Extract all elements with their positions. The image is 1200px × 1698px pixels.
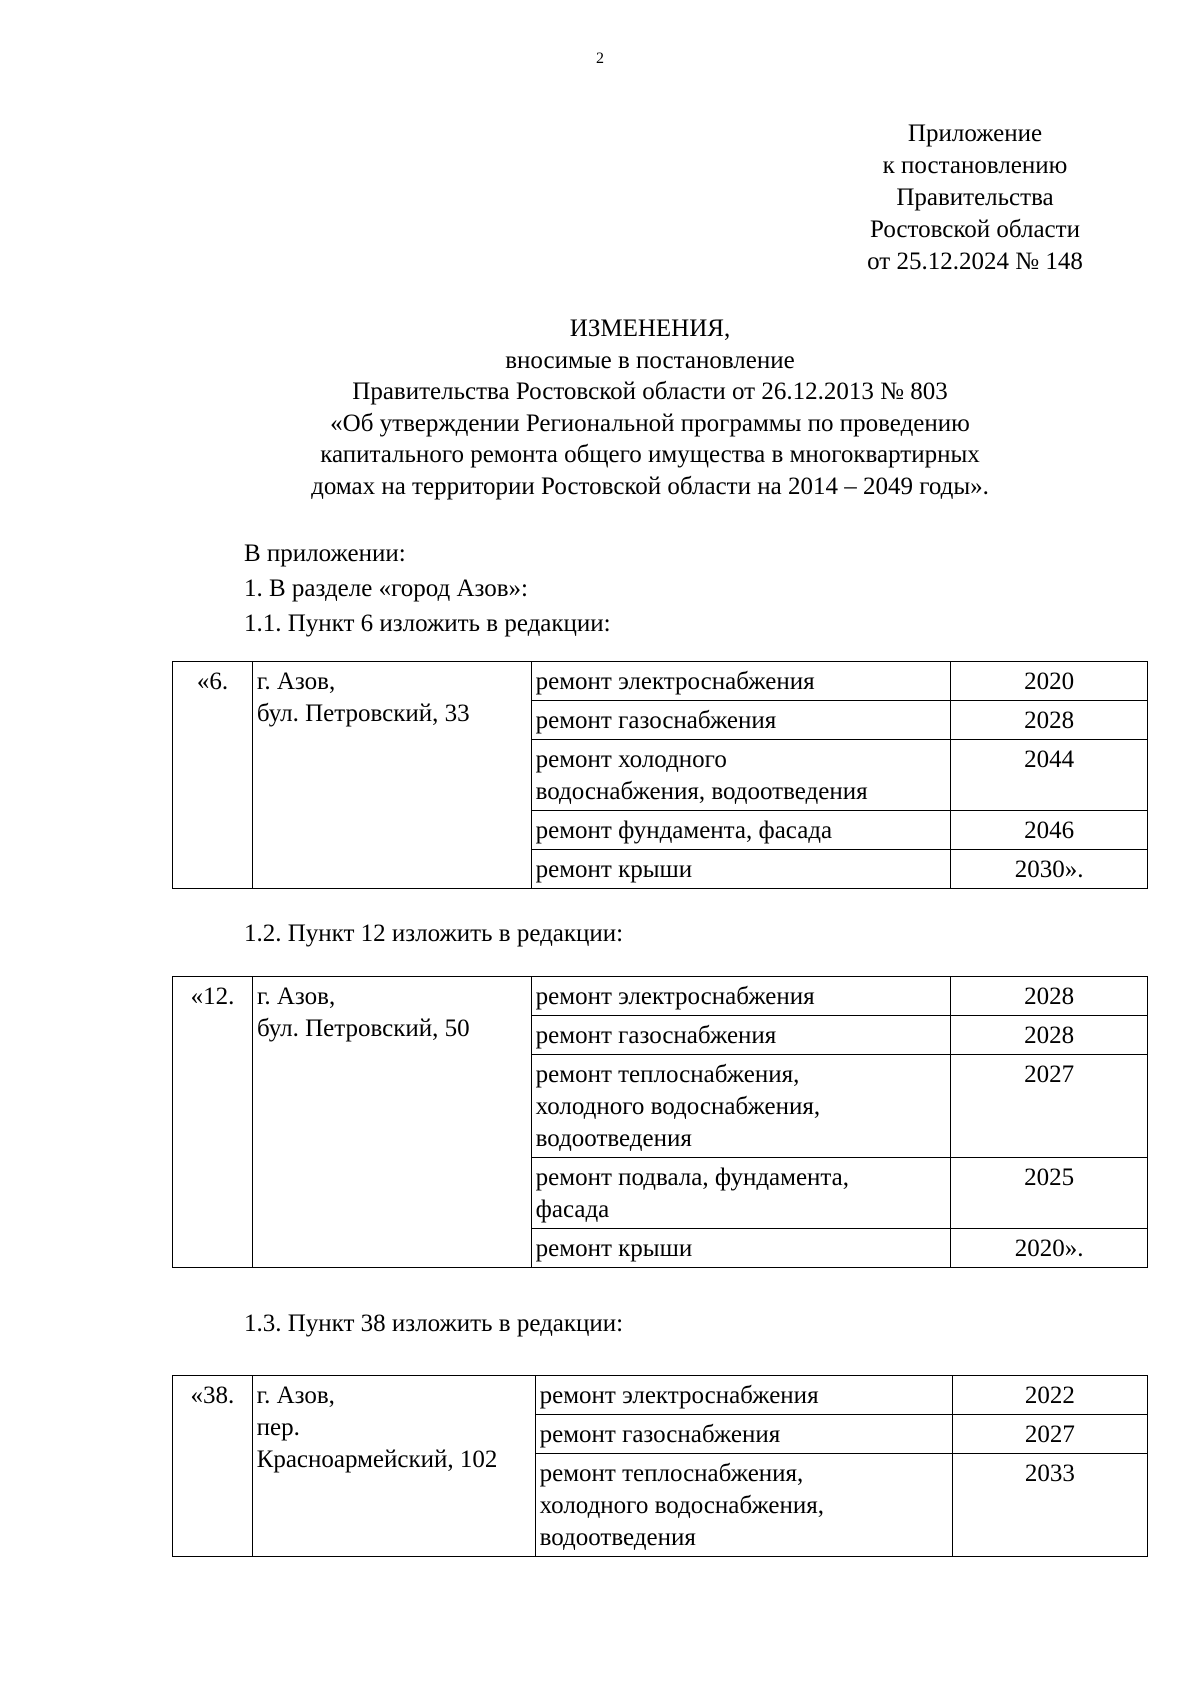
work-year: 2046 xyxy=(951,811,1148,850)
table-row xyxy=(173,1376,1148,1415)
address-line: бул. Петровский, 50 xyxy=(256,1015,470,1042)
page-number: 2 xyxy=(596,50,604,67)
work-year: 2033 xyxy=(952,1454,1147,1557)
table-row xyxy=(173,977,1148,1016)
appendix-line: Приложение xyxy=(907,120,1043,147)
item-address xyxy=(252,662,531,889)
table-item-38 xyxy=(172,1375,1148,1557)
work-line: водоотведения xyxy=(539,1524,696,1551)
item-address xyxy=(252,977,531,1268)
work-year: 2020». xyxy=(951,1229,1148,1268)
work-year: 2028 xyxy=(951,977,1148,1016)
work-type: ремонт газоснабжения xyxy=(531,701,951,740)
work-year: 2028 xyxy=(951,701,1148,740)
title-line: домах на территории Ростовской области на 2014 – 2049 годы». xyxy=(311,472,989,500)
work-year: 2027 xyxy=(951,1055,1148,1158)
title-line: Правительства Ростовской области от 26.12.2013 № 803 xyxy=(352,378,948,405)
appendix-line: к постановлению xyxy=(882,152,1068,179)
work-year: 2020 xyxy=(951,662,1148,701)
intro-line: В приложении: xyxy=(244,540,406,567)
address-line: г. Азов, xyxy=(256,1382,335,1409)
work-type: ремонт газоснабжения xyxy=(535,1415,952,1454)
work-type: ремонт крыши xyxy=(531,850,951,889)
work-line: водоотведения xyxy=(535,1125,692,1152)
work-year: 2030». xyxy=(951,850,1148,889)
title-line: «Об утверждении Региональной программы по проведению xyxy=(330,409,970,437)
appendix-line: Правительства xyxy=(896,184,1054,211)
work-type: ремонт электроснабжения xyxy=(531,977,951,1016)
work-type: ремонт крыши xyxy=(531,1229,951,1268)
section-label: 1.2. Пункт 12 изложить в редакции: xyxy=(244,920,624,947)
title-heading: ИЗМЕНЕНИЯ, xyxy=(569,315,731,342)
work-line: водоснабжения, водоотведения xyxy=(535,778,868,805)
work-line: холодного водоснабжения, xyxy=(539,1492,825,1519)
item-number: «38. xyxy=(173,1376,253,1557)
title-line: вносимые в постановление xyxy=(505,346,795,374)
appendix-line: от 25.12.2024 № 148 xyxy=(867,248,1083,275)
intro-line: 1.1. Пункт 6 изложить в редакции: xyxy=(244,610,611,637)
work-line: ремонт подвала, фундамента, xyxy=(535,1164,850,1191)
address-line: пер. xyxy=(256,1414,300,1441)
title-line: капитального ремонта общего имущества в многоквартирных xyxy=(320,441,980,468)
section-label: 1.3. Пункт 38 изложить в редакции: xyxy=(244,1310,624,1337)
work-year: 2044 xyxy=(951,740,1148,811)
work-year: 2022 xyxy=(952,1376,1147,1415)
work-type: ремонт фундамента, фасада xyxy=(531,811,951,850)
work-line: фасада xyxy=(535,1196,610,1223)
document-title xyxy=(200,313,1100,502)
work-type: ремонт электроснабжения xyxy=(535,1376,952,1415)
item-number: «6. xyxy=(173,662,253,889)
table-item-12 xyxy=(172,976,1148,1268)
item-number: «12. xyxy=(173,977,253,1268)
work-type: ремонт электроснабжения xyxy=(531,662,951,701)
work-type: ремонт газоснабжения xyxy=(531,1016,951,1055)
work-line: ремонт теплоснабжения, xyxy=(535,1061,800,1088)
work-year: 2027 xyxy=(952,1415,1147,1454)
work-type xyxy=(535,1454,952,1557)
intro-line: 1. В разделе «город Азов»: xyxy=(244,575,528,602)
table-row xyxy=(173,662,1148,701)
work-line: холодного водоснабжения, xyxy=(535,1093,821,1120)
work-type xyxy=(531,740,951,811)
work-year: 2028 xyxy=(951,1016,1148,1055)
address-line: г. Азов, xyxy=(256,983,336,1010)
address-line: Красноармейский, 102 xyxy=(256,1446,498,1473)
appendix-line: Ростовской области xyxy=(870,216,1080,243)
item-address xyxy=(252,1376,535,1557)
appendix-block xyxy=(845,118,1105,278)
work-type xyxy=(531,1158,951,1229)
work-line: ремонт холодного xyxy=(535,746,727,773)
address-line: бул. Петровский, 33 xyxy=(256,700,470,727)
work-type xyxy=(531,1055,951,1158)
table-item-6 xyxy=(172,661,1148,889)
work-year: 2025 xyxy=(951,1158,1148,1229)
address-line: г. Азов, xyxy=(256,668,336,695)
work-line: ремонт теплоснабжения, xyxy=(539,1460,804,1487)
